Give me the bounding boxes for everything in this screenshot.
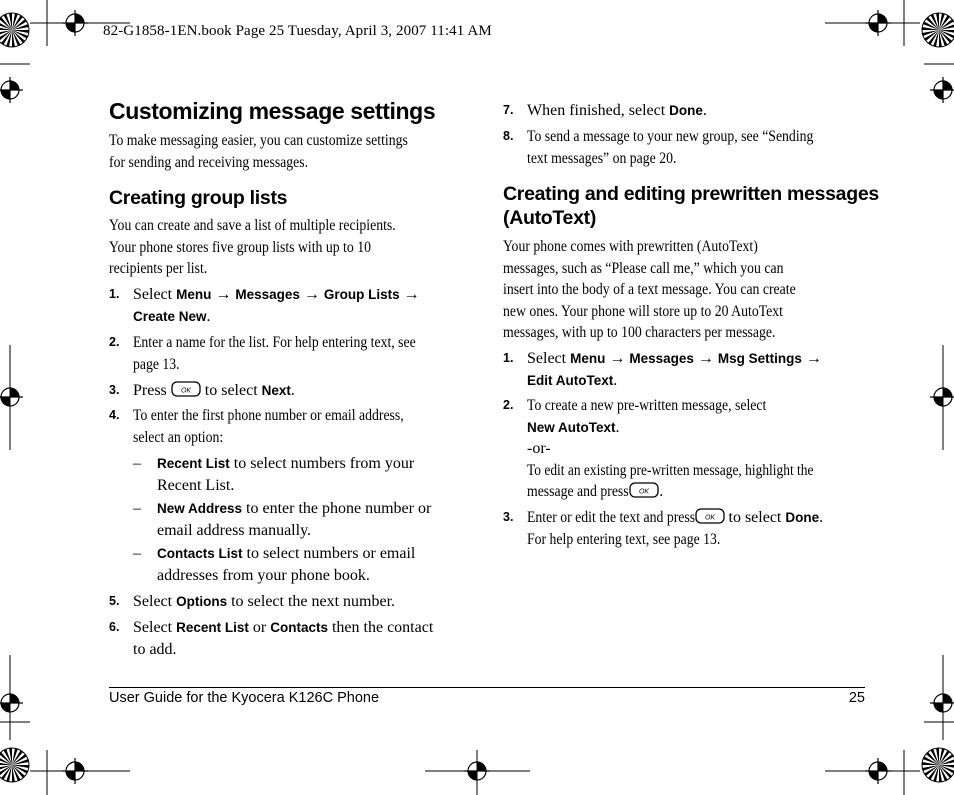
starburst-mark [919,10,954,50]
svg-text:OK: OK [180,387,191,395]
print-slug: 82-G1858-1EN.book Page 25 Tuesday, April 3, 2007 11:41 AM [103,23,492,39]
section-heading-group-lists: Creating group lists [109,187,288,209]
starburst-mark [0,745,32,785]
page-title: Customizing message settings [109,98,436,124]
starburst-mark [0,10,32,50]
section-heading-autotext: Creating and editing prewritten messages (AutoText) [503,183,879,229]
svg-text:OK: OK [639,488,650,496]
page-number: 25 [848,690,865,706]
intro-paragraph: To make messaging easier, you can customize settings for sending and receiving messages. [109,132,408,171]
menu-label: Menu [176,287,212,302]
footer-rule [109,687,865,688]
ok-key-icon [695,507,725,525]
ok-key-icon [629,481,659,499]
autotext-intro: Your phone comes with prewritten (AutoText) messages, such as “Please call me,” which you can insert into the body of a text message. You can create new ones. Your phone will store up to 20 AutoText messages, with up to 100 characters per message. [503,238,796,341]
svg-text:OK: OK [704,514,715,522]
group-intro: You can create and save a list of multiple recipients. Your phone stores five group lists with up to 10 recipients per list. [109,217,396,277]
starburst-mark [919,745,954,785]
footer-title: User Guide for the Kyocera K126C Phone [109,690,380,706]
ok-key-icon [171,380,201,398]
